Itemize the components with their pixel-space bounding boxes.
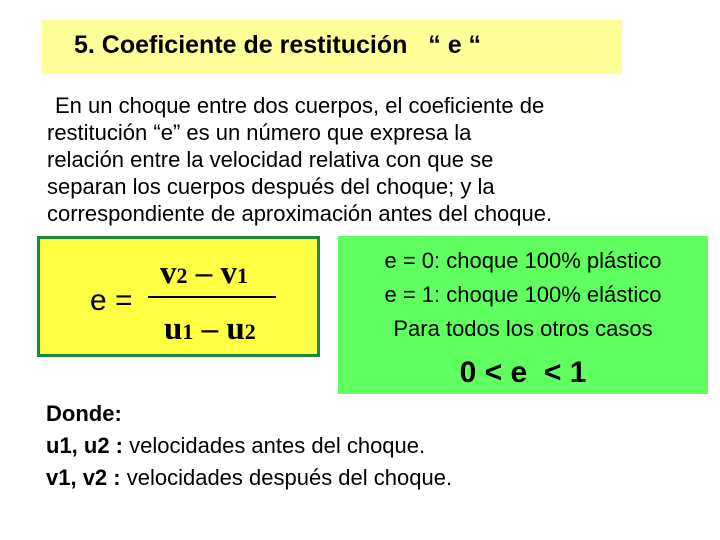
denominator-op: –: [193, 311, 227, 347]
numerator-var: v: [160, 255, 177, 291]
range-expression: 0 < e < 1: [459, 356, 587, 389]
case-line: e = 0: choque 100% plástico: [384, 248, 662, 273]
intro-line: relación entre la velocidad relativa con que se: [47, 147, 494, 172]
numerator-op: –: [187, 255, 221, 291]
numerator-sub: 2: [176, 263, 188, 288]
definition-item: [46, 430, 452, 462]
fraction-bar: [148, 296, 276, 298]
definitions-heading: Donde:: [46, 401, 122, 426]
denominator-sub: 1: [182, 319, 194, 344]
cases-box: [338, 236, 708, 394]
definitions-block: [46, 398, 452, 494]
definition-desc: velocidades después del choque.: [120, 465, 453, 490]
numerator-sub: 1: [237, 263, 248, 288]
formula-box: [37, 236, 320, 357]
definition-vars: v1, v2 :: [46, 465, 121, 490]
numerator-var: v: [220, 255, 237, 291]
denominator-sub: 2: [244, 319, 256, 344]
title-banner: [42, 20, 622, 74]
slide-title: 5. Coeficiente de restitución “ e “: [74, 31, 482, 59]
intro-line: correspondiente de aproximación antes del choque.: [47, 201, 553, 226]
intro-line: En un choque entre dos cuerpos, el coeficiente de: [55, 93, 545, 118]
definition-item: [46, 462, 452, 494]
intro-line: restitución “e” es un número que expresa la: [47, 120, 472, 145]
formula-denominator: [164, 311, 256, 348]
formula-lhs: e =: [90, 284, 133, 317]
case-line: e = 1: choque 100% elástico: [384, 282, 662, 307]
case-line: Para todos los otros casos: [393, 316, 653, 341]
denominator-var: u: [164, 311, 183, 347]
intro-line: separan los cuerpos después del choque; y la: [47, 174, 495, 199]
definition-vars: u1, u2 :: [46, 433, 124, 458]
intro-paragraph: [47, 92, 707, 227]
denominator-var: u: [226, 311, 245, 347]
definition-desc: velocidades antes del choque.: [123, 433, 426, 458]
formula-numerator: [160, 255, 248, 292]
